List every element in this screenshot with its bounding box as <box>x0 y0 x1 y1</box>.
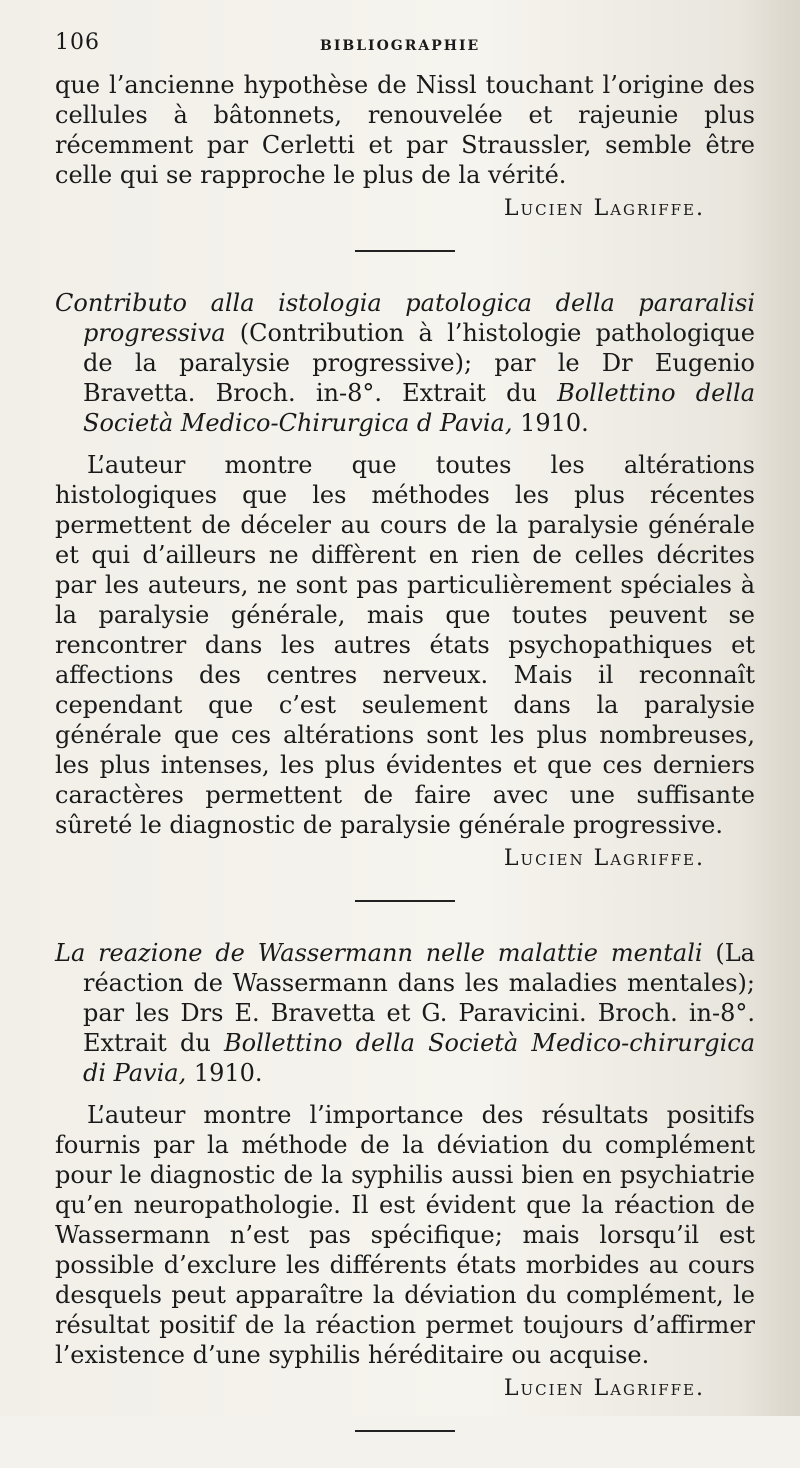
review-entry <box>55 288 755 876</box>
work-title: La reazione de Wassermann nelle malattie mentali <box>55 939 703 967</box>
review-continued <box>55 70 755 226</box>
page-number: 106 <box>55 30 100 55</box>
publication-year: 1910. <box>512 409 589 437</box>
page-header <box>55 30 755 66</box>
review-body: que l’ancienne hypothèse de Nissl touchant l’origine des cellules à bâtonnets, renouvelée et rajeunie plus récemment par Cerletti et par Straussler, semble être celle qui se rapproche le plus de la vérité. <box>55 71 755 189</box>
review-signature: Lucien Lagriffe. <box>503 1376 705 1401</box>
citation-details: (Contribution à l’histologie pathologique de la paralysie progressive); par le Dr Eugenio Bravetta. Broch. in-8°. Extrait du <box>83 319 755 407</box>
review-citation <box>55 288 755 438</box>
section-divider <box>355 900 455 902</box>
review-signature: Lucien Lagriffe. <box>503 846 705 871</box>
review-entry <box>55 938 755 1406</box>
publication-year: 1910. <box>186 1059 263 1087</box>
review-citation <box>55 938 755 1088</box>
section-divider <box>355 1430 455 1432</box>
review-body: L’auteur montre l’importance des résultats positifs fournis par la méthode de la déviation du complément pour le diagnostic de la syphilis aussi bien en psychiatrie qu’en neuropathologie. Il est évident que la réaction de Wassermann n’est pas spécifique; mais lorsqu’il est possible d’exclure les différents états morbides au cours desquels peut apparaître la déviation du complément, le résultat positif de la réaction permet toujours d’affirmer l’existence d’une syphilis héréditaire ou acquise. <box>55 1101 755 1369</box>
running-head: BIBLIOGRAPHIE <box>320 38 481 54</box>
journal-title: Bollettino della Società Medico-chirurgica di Pavia, <box>83 1029 755 1087</box>
journal-title: Bollettino della Società Medico-Chirurgica d Pavia, <box>83 379 755 437</box>
citation-details: (La réaction de Wassermann dans les maladies mentales); par les Drs E. Bravetta et G. Paravicini. Broch. in-8°. Extrait du <box>83 939 755 1057</box>
review-body: L’auteur montre que toutes les altérations histologiques que les méthodes les plus récentes permettent de déceler au cours de la paralysie générale et qui d’ailleurs ne diffèrent en rien de celles décrites par les auteurs, ne sont pas particulièrement spéciales à la paralysie générale, mais que toutes peuvent se rencontrer dans les autres états psychopathiques et affections des centres nerveux. Mais il reconnaît cependant que c’est seulement dans la paralysie générale que ces altérations sont les plus nombreuses, les plus intenses, les plus évidentes et que ces derniers caractères permettent de faire avec une suffisante sûreté le diagnostic de paralysie générale progressive. <box>55 451 755 839</box>
review-signature: Lucien Lagriffe. <box>503 196 705 221</box>
page-content <box>55 70 755 1468</box>
section-divider <box>355 250 455 252</box>
work-title: Contributo alla istologia patologica della pararalisi progressiva <box>55 289 755 347</box>
